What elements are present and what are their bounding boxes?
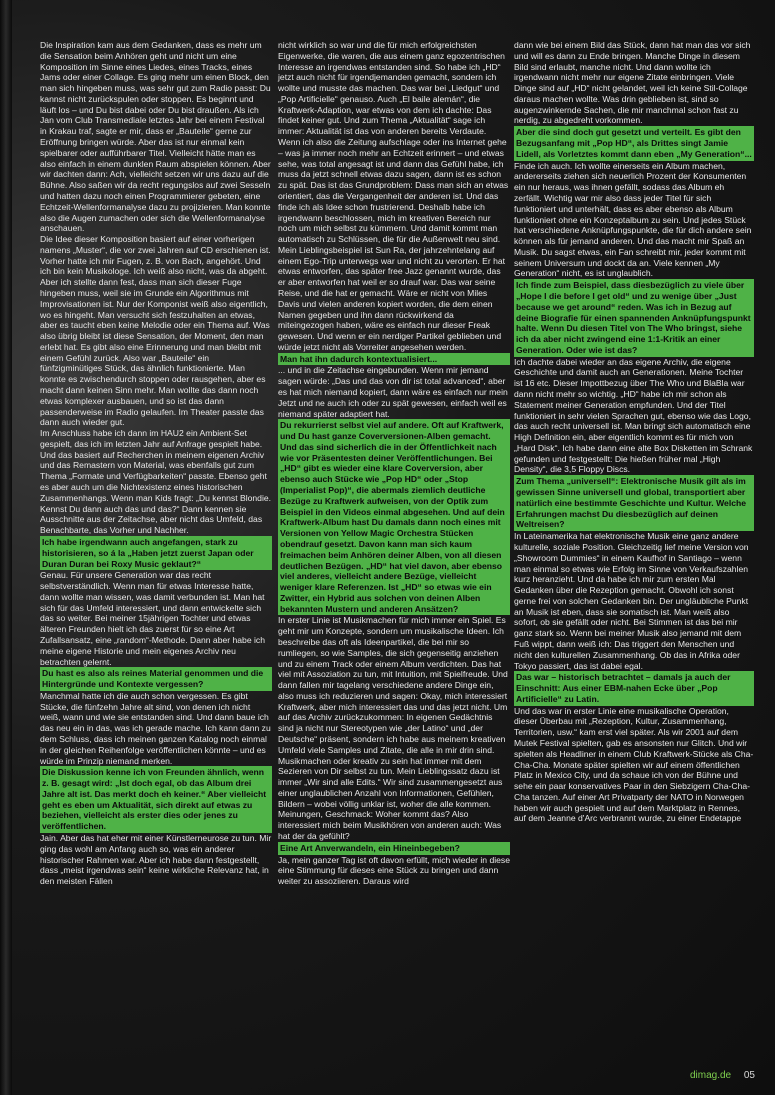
interview-paragraph: ... und in die Zeitachse eingebunden. Wenn mir jemand sagen würde: „Das und das von dir ist total advanced“, aber es hat mich niemand kopiert, dann wäre es einfach nur mein Jetzt und ne auch ich oder zu spät gewesen, einfach weil es niemand später adaptiert hat. (278, 365, 508, 419)
interview-paragraph: Finde ich auch. Ich wollte einerseits ein Album machen, andererseits ziehen sich neuerlich Prozent der Konsumenten ein nur heraus, was ihnen gefällt, sodass das Album eh zerfällt. Wichtig war mir also dass jeder Titel für sich funktioniert und unterhält, dass es aber ebenso als Album funktioniert ohne ein Konzeptalbum zu sein. Und jedes Stück hat verschiedene Anknüpfungspunkte, die für dich andere sein können als für jemand anderen. Und das macht mir Spaß an Musik. Du sagst etwas, ein Fan schreibt mir, jeder kommt mit seinem Universum und dockt da an. Viele kennen „My Generation“ nicht, es ist unglaublich. (514, 160, 752, 279)
interview-paragraph: Im Anschluss habe ich dann im HAU2 ein Ambient-Set gespielt, das ich im letzten Jahr auf Anfrage gespielt habe. Und das basiert auf Recherchen in meinem eigenen Archiv und das Remastern von Material, was ebenfalls gut zum Thema „Formate und Verfügbarkeiten“ passte. Ebenso geht es aber auch um die Nichtexistenz eines historischen Zusammenhangs. Wenn man Kids fragt: „Du kennst Blondie. Kennst Du dann auch das und das?“ Dann kennen sie Ausschnitte aus der Zeitachse, aber nicht das Umfeld, das Benachbarte, das Vorher und Nachher. (40, 428, 272, 536)
interview-paragraph: Mein Lieblingsbeispiel ist Sun Ra, der jahrzehntelang auf einem Ego-Trip unterwegs war und nicht zu verorten. Er hat etwas entworfen, das später free Jazz genannt wurde, das er aber entworfen hat weil er so drauf war. Das war seine Reise, und die hat er gemacht. Wäre er nicht von Miles Davis und vielen anderen kopiert worden, die dem einen Namen gegeben und ihn dann rückwirkend da miteingezogen haben, wäre es einfach nur dieser Freak gewesen. Und wenn er ein nerdiger Partikel geblieben und würde jetzt nicht als Vorreiter angesehen werden. (278, 244, 506, 352)
interview-question: Das war – historisch betrachtet – damals ja auch der Einschnitt: Aus einer EBM-nahen Ecke über „Pop Artificielle“ zu Latin. (514, 671, 754, 705)
interview-paragraph: nicht wirklich so war und die für mich erfolgreichsten Eigenwerke, die waren, die aus einem ganz egozentrischen Interesse an irgendwas entstanden sind. So habe ich „HD“ jetzt auch nicht für irgendjemanden gemacht, sondern ich wollte und musste das machen. Das war bei „Liedgut“ und „Pop Artificielle“ genauso. Auch „El baile alemán“, die Kraftwerk-Adaption, war etwas von dem ich dachte: Das findet keiner gut. Und zum Thema „Aktualität“ sage ich immer: Aktualität ist das von anderen bereits Verdaute. Wenn ich also die Zeitung aufschlage oder ins Internet gehe – was ja immer noch mehr an Echtzeit erinnert – und etwas sehe, was total angesagt ist und dann das Gefühl habe, ich muss da jetzt schnell etwas dazu sagen, dann ist es schon zu spät. Das ist das Grundproblem: Dass man sich an etwas orientiert, das die Vergangenheit der anderen ist. Und das finde ich als Idee schon frustrierend. Deshalb habe ich irgendwann beschlossen, mich im kreativen Bereich nur noch um mich selbst zu kümmern. Und damit kommt man automatisch zu Schlüssen, die für die Außenwelt neu sind. (278, 40, 509, 245)
interview-question: Ich finde zum Beispiel, dass diesbezüglich zu viele über „Hope I die before I get old“ und zu wenige über „Just because we get around“ reden. Was ich in Bezug auf deine Biografie für einen spannenden Anknüpfungspunkt halte. Wenn Du diesen Titel von The Who bringst, siehe ich da aber nicht zwingend eine 1:1-Kritik an einer Generation. Oder wie ist das? (514, 279, 754, 356)
page-number: 05 (743, 1070, 755, 1081)
text-column-3 (514, 40, 754, 824)
interview-paragraph: Ja, mein ganzer Tag ist oft davon erfüllt, mich wieder in diese eine Stimmung für dieses eine Stück zu bringen und dann weiter zu assoziieren. Daraus wird (278, 854, 510, 887)
interview-question: Zum Thema „universell“: Elektronische Musik gilt als im gewissen Sinne universell und global, transportiert aber natürlich eine bestimmte Geschichte und Kultur. Welche Erfahrungen machst Du diesbezüglich auf deinen Weltreisen? (514, 475, 754, 531)
footer-site: dimag.de (689, 1070, 732, 1081)
interview-paragraph: Manchmal hatte ich die auch schon vergessen. Es gibt Stücke, die fünfzehn Jahre alt sind, von denen ich nicht weiß, wann und wie sie entstanden sind. Und dann baue ich das neu ein in das, was ich gerade mache. Ich kann dann zu dem Schluss, dass ich meinen ganzen Katalog noch einmal in der gleichen Reihenfolge veröffentlichen könnte – und es würde im Prinzip niemand merken. (40, 690, 271, 766)
interview-paragraph: Genau. Für unsere Generation war das recht selbstverständlich. Wenn man für etwas Interesse hatte, dann wollte man wissen, was damit verbunden ist. Man hat sich für das Umfeld interessiert, und dann entwickelte sich das so weiter. Bei meiner 15jährigen Tochter und etwas älteren Freunden hielt ich das zuerst für so eine Art Zufallsansatz, eine „random“-Methode. Dann aber habe ich meine eigene Historie und mein eigenes Archiv neu betrachten gelernt. (40, 570, 265, 667)
interview-paragraph: Und das war in erster Linie eine musikalische Operation, dieser Überbau mit „Rezeption, Kultur, Zusammenhang, Territorien, usw.“ kam erst viel später. Als wir 2001 auf dem Mutek Festival spielten, gab es ansonsten nur Glitch. Und wir spielten als Headliner in einem Club Kraftwerk-Stücke als Cha-Cha-Cha. Monate später spielten wir auf einem öffentlichen Platz in Mexico City, und da schaue ich von der Bühne und sehe ein paar konservatives Paar in den Siebzigern Cha-Cha-Cha tanzen. Auf einer Art Privatparty der NATO in Norwegen haben wir auch gespielt und auf dem Marktplatz in Rennes, auf dem Jeanne d'Arc verbrannt wurde, zu einer Endetappe (514, 705, 754, 824)
interview-paragraph: Ich dachte dabei wieder an das eigene Archiv, die eigene Geschichte und damit auch an Generationen. Meine Tochter ist 16 etc. Dieser Impottbezug über The Who und BlaBla war dann nicht mehr so wichtig. „HD“ habe ich mir schon als Statement meiner Generation empfunden. Und der Titel funktioniert in sehr vielen Sprachen gut, ebenso wie das Logo, das auch recht universell ist. Man bringt sich automatisch eine High Definition ein, aber eigentlich kommt es für mich von „Hard Disk“. Ich habe dann eine alte Box Disketten im Schrank gefunden und festgestellt: Die hießen früher mal „High Density“, die 3,5 Floppy Discs. (514, 356, 753, 475)
text-column-2 (278, 40, 510, 887)
interview-question: Man hat ihn dadurch kontextualisiert... (278, 353, 510, 366)
interview-question: Die Diskussion kenne ich von Freunden ähnlich, wenn z. B. gesagt wird: „Ist doch egal, ob das Album drei Jahre alt ist. Das merkt doch eh keiner.“ Aber vielleicht geht es eben um Aktualität, sich direkt auf etwas zu beziehen, vielleicht als erster dies oder jenes zu veröffentlichen. (40, 766, 272, 833)
interview-paragraph: dann wie bei einem Bild das Stück, dann hat man das vor sich und will es dann zu Ende bringen. Manche Dinge in diesem Bild sind erlaubt, manche nicht. Und dann wollte ich irgendwann nicht mehr nur eigene Zitate einbringen. Viele Dinge sind auf „HD“ nicht gelandet, weil ich keine Stil-Collage daraus machen wollte. Was drin geblieben ist, sind so augenzwinkernde Sachen, die mir manchmal schon fast zu nerdig, zu abgedreht vorkommen. (514, 40, 751, 126)
interview-question: Ich habe irgendwann auch angefangen, stark zu historisieren, so á la „Haben jetzt zuerst Japan oder Duran Duran bei Roxy Music geklaut?“ (40, 536, 272, 570)
interview-paragraph: Die Inspiration kam aus dem Gedanken, dass es mehr um die Sensation beim Anhören geht und nicht um eine Komposition im Sinne eines Liedes, eines Tracks, eines Jams oder einer Collage. Es ging mehr um einen Block, den man sich hingeben muss, was sehr gut zum Radio passt: Du kannst nicht zurückspulen oder stoppen. Es beginnt und läuft los – und Du bist dabei oder Du bist draußen. Als ich Jan vom Club Transmediale letztes Jahr bei einem Festival in Krakau traf, sagte er mir, dass er „Bauteile“ gerne zur Eröffnung bringen würde. Aber das ist nur einmal kein spielbarer oder aufführbarer Titel. Vielleicht hätte man es also einfach in einem dunklen Raum abspielen können. Aber wir dachten dann: Ach, vielleicht setzen wir uns dazu auf die Bühne. Also saßen wir da recht regungslos auf zwei Sesseln und hatten dazu noch einen Programmierer gebeten, eine Echtzeit-Wellenformanalyse dazu zu projizieren. Man konnte also die Augen zumachen oder sich die Wellenformanalyse anschauen. (40, 40, 271, 234)
interview-question: Aber die sind doch gut gesetzt und verteilt. Es gibt den Bezugsanfang mit „Pop HD“, als Drittes singt Jamie Lidell, als Vorletztes kommt dann eben „My Generation“... (514, 126, 754, 160)
page-footer (690, 1070, 755, 1081)
interview-question: Du hast es also als reines Material genommen und die Hintergründe und Kontexte vergessen? (40, 667, 272, 691)
page-seam (0, 0, 12, 1095)
interview-paragraph: In Lateinamerika hat elektronische Musik eine ganz andere kulturelle, soziale Position. Gleichzeitig lief meine Version von „Showroom Dummies“ in einem Kaufhof in Santiago – wenn man einmal so etwas wie Erfolg im Sinne von Verkaufszahlen kurz heranzieht. Und da habe ich mir zum ersten Mal Gedanken über die Rezeption gemacht. Obwohl ich sonst gerne frei von solchen Gedanken bin. Der ungläubliche Punkt an Musik ist eben, dass sie somatisch ist. Man weiß also sofort, ob sie gefällt oder nicht. Bei Stimmen ist das bei mir ganz stark so. Wenn bei meiner Musik also jemand mit dem Fuß wippt, dann weiß ich: Das triggert den Menschen und nicht den kulturellen Zusammenhang. Ob das in Afrika oder Tokyo passiert, das ist dabei egal. (514, 531, 749, 671)
interview-paragraph: Jain. Aber das hat eher mit einer Künstlerneurose zu tun. Mir ging das wohl am Anfang auch so, was ein anderer historischer Rahmen war. Aber ich habe dann festgestellt, dass „meist irgendwas sein“ keine wirkliche Relevanz hat, in den meisten Fällen (40, 833, 272, 887)
interview-question: Eine Art Anverwandeln, ein Hineinbegeben? (278, 842, 510, 855)
interview-question: Du rekurrierst selbst viel auf andere. Oft auf Kraftwerk, und Du hast ganze Coverversionen-Alben gemacht. Und das sind sicherlich die in der Öffentlichkeit nach wie vor Präsentesten deiner Veröffentlichungen. Bei „HD“ gibt es wieder eine klare Coverversion, aber ebenso auch Stücke wie „Pop HD“ oder „Stop (Imperialist Pop)“, die abermals ziemlich deutliche Bezüge zu Kraftwerk aufweisen, von der Optik zum Beispiel in den Videos einmal abgesehen. Und auf dein Kraftwerk-Album hast Du damals dann noch eines mit Versionen von Yellow Magic Orchestra Stücken obendrauf gesetzt. Davon kann man sich kaum freimachen beim Anhören deiner Alben, von all diesen deutlichen Bezügen. „HD“ hat viel davon, aber ebenso viel anderes, vielleicht andere Bezüge, vielleicht weniger klare Referenzen. Ist „HD“ so etwas wie ein Zwitter, ein Hybrid aus solchen von deinen Alben bekannten Mustern und anderen Ansätzen? (278, 419, 510, 615)
interview-paragraph: In erster Linie ist Musikmachen für mich immer ein Spiel. Es geht mir um Konzepte, sondern um musikalische Ideen. Ich beschreibe das oft als Ideenpartikel, die bei mir so rumliegen, so wie Samples, die sich gegenseitig anziehen und zu einem Track oder einem Album verdichten. Das hat viel mit Assoziation zu tun, mit Intuition, mit Spielfreude. Und dann fallen mir tagelang verschiedene andere Dinge ein, also muss ich reduzieren und sagen: Okay, mich interessiert Kraftwerk, aber mich interessiert das und das jetzt nicht. Um auf das Archiv zurückzukommen: In eigenen Gedächtnis sind ja nicht nur Stereotypen wie „der Latino“ und „der Deutsche“ präsent, sondern ich habe aus meinem kreativen Umfeld viele Samples und Zitate, die alle in mir drin sind. Musikmachen oder kreativ zu sein hat immer mit dem Sezieren von Dir selbst zu tun. Mein Lieblingssatz dazu ist immer „Wir sind alle Edits.“ Wir sind zusammengesetzt aus einer unglaublichen Anzahl von Informationen, Gefühlen, Bildern – wobei völlig unklar ist, woher die alle kommen. Meinungen, Geschmack: Woher kommt das? Also interessiert mich beim Musikhören von anderen auch: Was hat der da gefühlt? (278, 615, 508, 842)
interview-paragraph: Die Idee dieser Komposition basiert auf einer vorherigen namens „Muster“, die vor zwei Jahren auf CD erschienen ist. Vorher hatte ich mir Fugen, z. B. von Bach, angehört. Und ich bin kein Musikologe. Ich weiß also nicht, was da abgeht. Aber ich stellte dann fest, dass man sich dieser Fuge hingeben muss, weil sie im Grunde ein Algorithmus mit Improvisationen ist. Nur der Komponist weiß also eigentlich, wo es hingeht. Man versucht sich festzuhalten an etwas, aber es taucht eben keine Melodie oder ein Thema auf. Was also übrig bleibt ist diese Sensation, der Moment, den man erlebt hat. Es gibt also eine Erinnerung und man bleibt mit einem Gefühl zurück. Also war „Bauteile“ ein fünfzigminütiges Stück, das ähnlich funktionierte. Man konnte es zwischendurch stoppen oder rausgehen, aber es macht dann keinen Sinn mehr. Man wollte das dann noch etwas komplexer ausbauen, und so ist das dann passenderweise im Radio gelaufen. Im Theater passte das dann auch wieder gut. (40, 234, 271, 428)
text-column-1 (40, 40, 272, 887)
